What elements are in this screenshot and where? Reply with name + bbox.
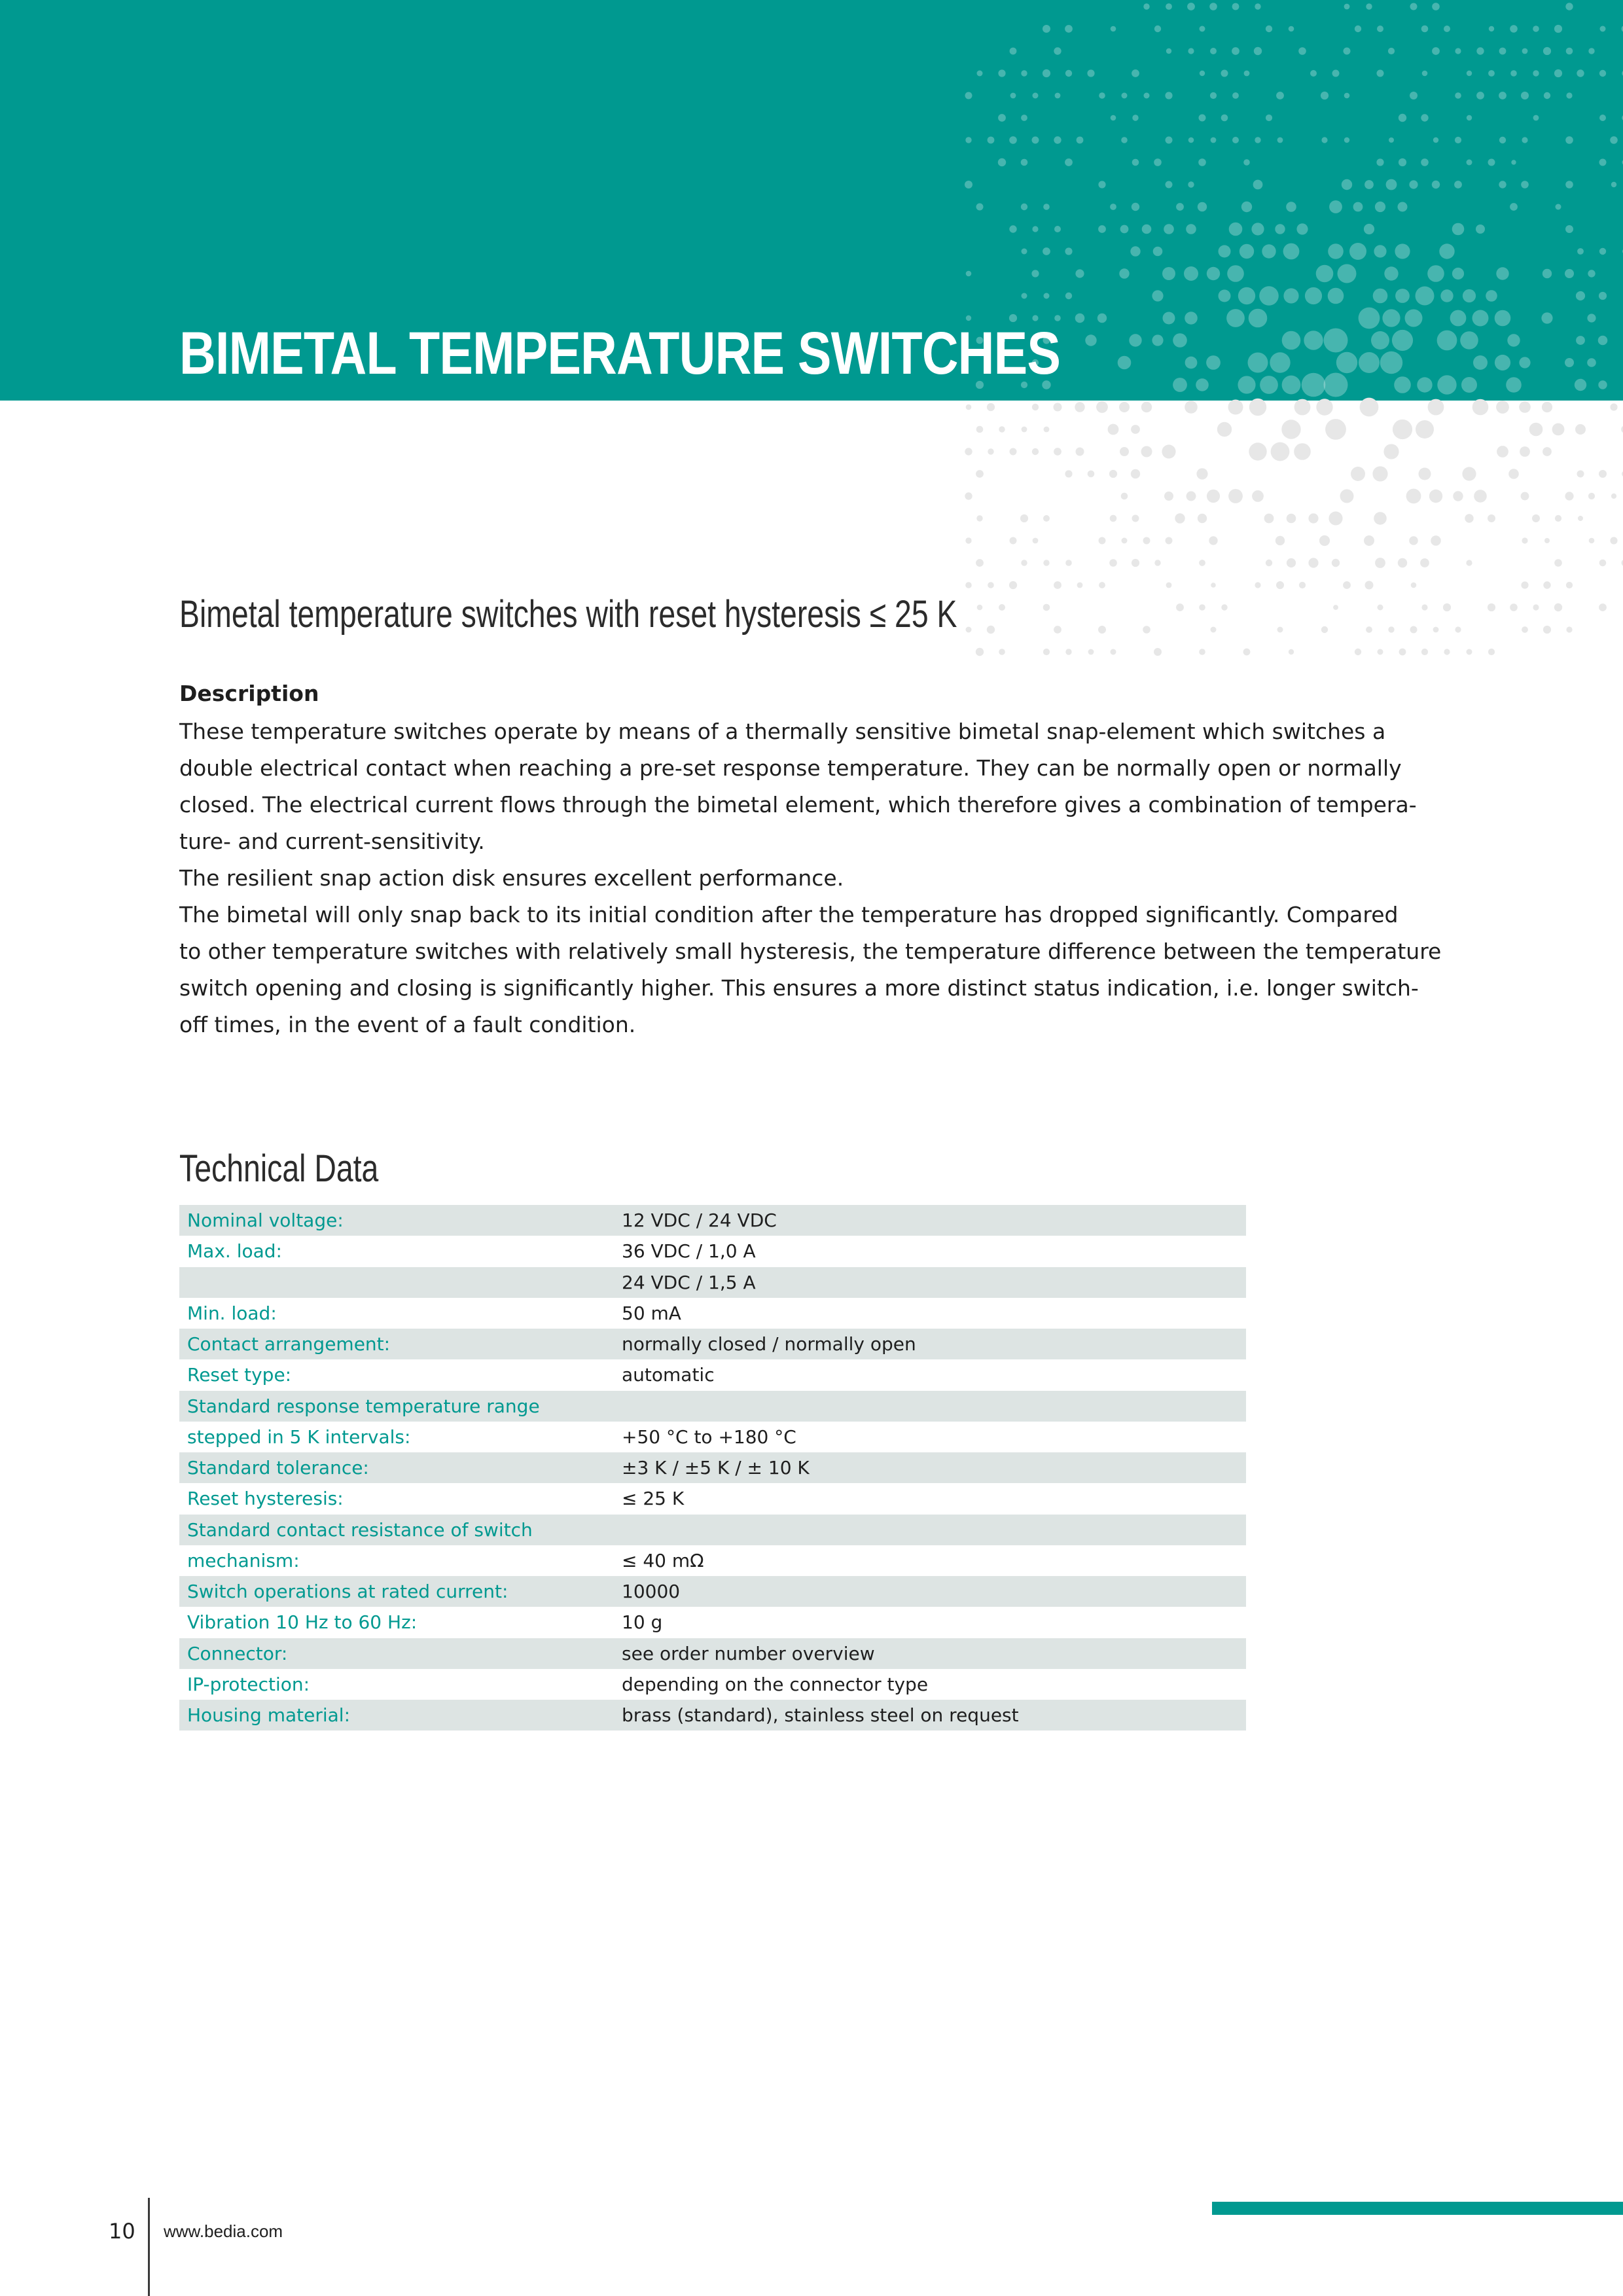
- footer-accent-bar: [1212, 2202, 1623, 2215]
- spec-value: ±3 K / ±5 K / ± 10 K: [614, 1452, 1246, 1483]
- table-row: [179, 1545, 1246, 1576]
- spec-value: depending on the connector type: [622, 1673, 929, 1695]
- spec-label: Nominal voltage:: [179, 1205, 614, 1236]
- spec-value: ≤ 25 K: [622, 1488, 685, 1510]
- table-row: [179, 1267, 1246, 1298]
- spec-label: Housing material:: [179, 1700, 614, 1731]
- table-row: [179, 1607, 1246, 1638]
- table-row: [179, 1205, 1246, 1236]
- spec-label: Min. load:: [187, 1302, 277, 1324]
- technical-data-table: [179, 1205, 1246, 1731]
- spec-value: ≤ 40 mΩ: [622, 1549, 704, 1571]
- description-line: double electrical contact when reaching a pre-set response temperature. They can be normally open or normally: [179, 755, 1402, 781]
- spec-label: Standard tolerance:: [179, 1452, 614, 1483]
- table-row: [179, 1329, 1246, 1359]
- spec-label: IP-protection:: [187, 1673, 310, 1695]
- description-heading: Description: [179, 681, 319, 706]
- spec-value: [614, 1391, 1246, 1422]
- spec-label: Max. load:: [187, 1240, 282, 1263]
- table-row: [179, 1391, 1246, 1422]
- website-link[interactable]: www.bedia.com: [164, 2221, 283, 2241]
- table-row: [179, 1359, 1246, 1390]
- spec-value: 10000: [614, 1576, 1246, 1607]
- spec-value: 50 mA: [622, 1302, 681, 1324]
- table-row: [179, 1452, 1246, 1483]
- spec-value: see order number overview: [614, 1638, 1246, 1669]
- spec-value: automatic: [622, 1364, 715, 1386]
- section-subtitle: Bimetal temperature switches with reset hysteresis ≤ 25 K: [179, 593, 957, 636]
- table-row: [179, 1483, 1246, 1514]
- spec-label: mechanism:: [187, 1549, 300, 1571]
- page-number: 10: [109, 2219, 135, 2244]
- table-row: [179, 1669, 1246, 1700]
- table-row: [179, 1422, 1246, 1452]
- description-line: The resilient snap action disk ensures excellent performance.: [179, 865, 844, 891]
- spec-label: Standard response temperature range: [179, 1391, 614, 1422]
- table-row: [179, 1700, 1246, 1731]
- table-row: [179, 1515, 1246, 1545]
- spec-label: Contact arrangement:: [179, 1329, 614, 1359]
- spec-label: Connector:: [179, 1638, 614, 1669]
- spec-label: Standard contact resistance of switch: [179, 1515, 614, 1545]
- spec-value: 36 VDC / 1,0 A: [622, 1240, 756, 1263]
- description-line: to other temperature switches with relatively small hysteresis, the temperature difference between the temperature: [179, 939, 1442, 964]
- description-line: off times, in the event of a fault condition.: [179, 1012, 636, 1037]
- spec-value: brass (standard), stainless steel on request: [614, 1700, 1246, 1731]
- footer-divider: [148, 2198, 150, 2296]
- spec-label: stepped in 5 K intervals:: [187, 1426, 411, 1448]
- spec-label: Reset type:: [187, 1364, 292, 1386]
- page-title: BIMETAL TEMPERATURE SWITCHES: [179, 320, 1061, 387]
- description-line: switch opening and closing is significantly higher. This ensures a more distinct status indication, i.e. longer switch-: [179, 975, 1419, 1001]
- technical-data-title: Technical Data: [179, 1147, 379, 1190]
- table-row: [179, 1236, 1246, 1266]
- table-row: [179, 1638, 1246, 1669]
- description-body: [179, 713, 1442, 1043]
- spec-label: Switch operations at rated current:: [179, 1576, 614, 1607]
- spec-value: +50 °C to +180 °C: [622, 1426, 796, 1448]
- description-line: ture- and current-sensitivity.: [179, 829, 485, 854]
- spec-value: 24 VDC / 1,5 A: [614, 1267, 1246, 1298]
- table-row: [179, 1298, 1246, 1329]
- spec-label: [179, 1267, 614, 1298]
- spec-label: Vibration 10 Hz to 60 Hz:: [187, 1611, 418, 1634]
- description-line: These temperature switches operate by means of a thermally sensitive bimetal snap-element which switches a: [179, 719, 1386, 744]
- spec-value: 12 VDC / 24 VDC: [614, 1205, 1246, 1236]
- spec-value: 10 g: [622, 1611, 663, 1634]
- description-line: closed. The electrical current flows through the bimetal element, which therefore gives a combination of tempera-: [179, 792, 1417, 817]
- spec-value: [614, 1515, 1246, 1545]
- description-line: The bimetal will only snap back to its initial condition after the temperature has dropped significantly. Compared: [179, 902, 1399, 927]
- spec-value: normally closed / normally open: [614, 1329, 1246, 1359]
- table-row: [179, 1576, 1246, 1607]
- spec-label: Reset hysteresis:: [187, 1488, 344, 1510]
